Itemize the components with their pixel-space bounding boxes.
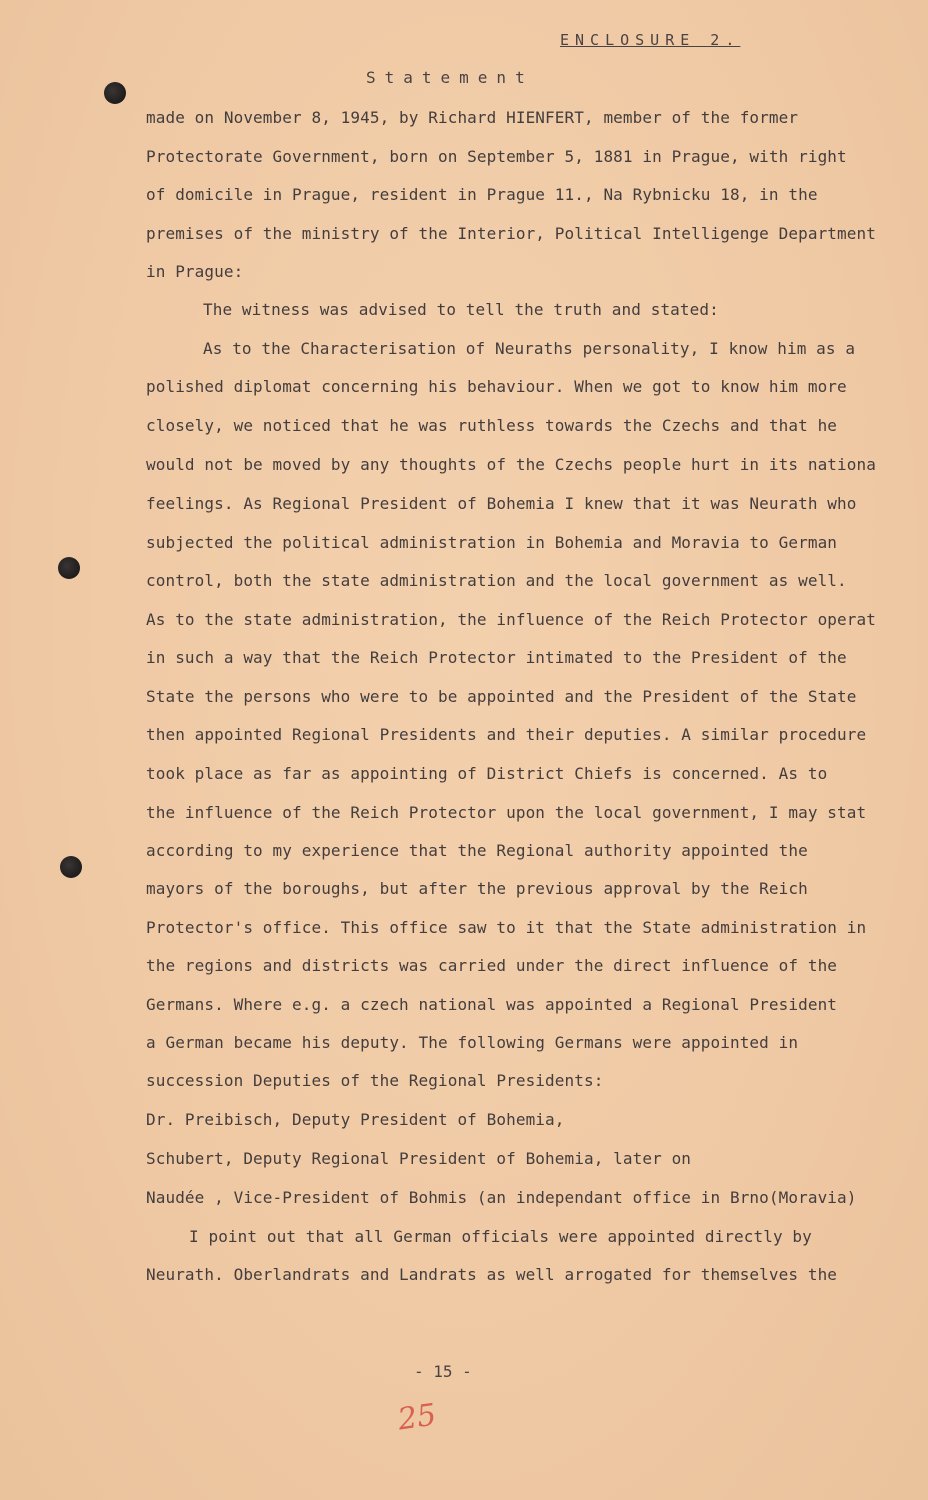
- enclosure-label: ENCLOSURE 2.: [560, 31, 741, 49]
- punch-hole-bottom: [60, 856, 82, 878]
- body-line: took place as far as appointing of District Chiefs is concerned. As to: [146, 764, 828, 783]
- body-line: would not be moved by any thoughts of the Czechs people hurt in its nationa: [146, 455, 876, 474]
- body-line: As to the Characterisation of Neuraths personality, I know him as a: [203, 339, 856, 358]
- body-line: Schubert, Deputy Regional President of Bohemia, later on: [146, 1149, 692, 1168]
- handwritten-page-number: 25: [395, 1397, 439, 1438]
- body-line: subjected the political administration in Bohemia and Moravia to German: [146, 533, 838, 552]
- punch-hole-top: [104, 82, 126, 104]
- body-line: the influence of the Reich Protector upon the local government, I may stat: [146, 803, 867, 822]
- body-line: Naudée , Vice-President of Bohmis (an independant office in Brno(Moravia): [146, 1188, 857, 1207]
- body-line: the regions and districts was carried under the direct influence of the: [146, 956, 838, 975]
- body-line: in such a way that the Reich Protector intimated to the President of the: [146, 648, 847, 667]
- body-line: polished diplomat concerning his behaviour. When we got to know him more: [146, 377, 847, 396]
- body-line: mayors of the boroughs, but after the previous approval by the Reich: [146, 879, 808, 898]
- body-line: closely, we noticed that he was ruthless towards the Czechs and that he: [146, 416, 838, 435]
- body-line: premises of the ministry of the Interior, Political Intelligenge Department: [146, 224, 876, 243]
- body-line: Protectorate Government, born on September 5, 1881 in Prague, with right: [146, 147, 847, 166]
- body-line: Dr. Preibisch, Deputy President of Bohemia,: [146, 1110, 565, 1129]
- body-line: Protector's office. This office saw to it that the State administration in: [146, 918, 867, 937]
- body-line: a German became his deputy. The following Germans were appointed in: [146, 1033, 799, 1052]
- body-line: made on November 8, 1945, by Richard HIENFERT, member of the former: [146, 108, 799, 127]
- body-line: according to my experience that the Regional authority appointed the: [146, 841, 808, 860]
- body-line: succession Deputies of the Regional Presidents:: [146, 1071, 604, 1090]
- body-line: then appointed Regional Presidents and their deputies. A similar procedure: [146, 725, 867, 744]
- page-number: - 15 -: [414, 1362, 472, 1381]
- document-title: Statement: [366, 68, 534, 87]
- body-line: The witness was advised to tell the truth and stated:: [203, 300, 719, 319]
- body-line: As to the state administration, the influence of the Reich Protector operat: [146, 610, 876, 629]
- body-line: I point out that all German officials were appointed directly by: [189, 1227, 812, 1246]
- body-line: Germans. Where e.g. a czech national was appointed a Regional President: [146, 995, 838, 1014]
- body-line: of domicile in Prague, resident in Prague 11., Na Rybnicku 18, in the: [146, 185, 818, 204]
- body-line: feelings. As Regional President of Bohemia I knew that it was Neurath who: [146, 494, 857, 513]
- punch-hole-middle: [58, 557, 80, 579]
- body-line: State the persons who were to be appointed and the President of the State: [146, 687, 857, 706]
- body-line: Neurath. Oberlandrats and Landrats as well arrogated for themselves the: [146, 1265, 838, 1284]
- body-line: control, both the state administration and the local government as well.: [146, 571, 847, 590]
- body-line: in Prague:: [146, 262, 244, 281]
